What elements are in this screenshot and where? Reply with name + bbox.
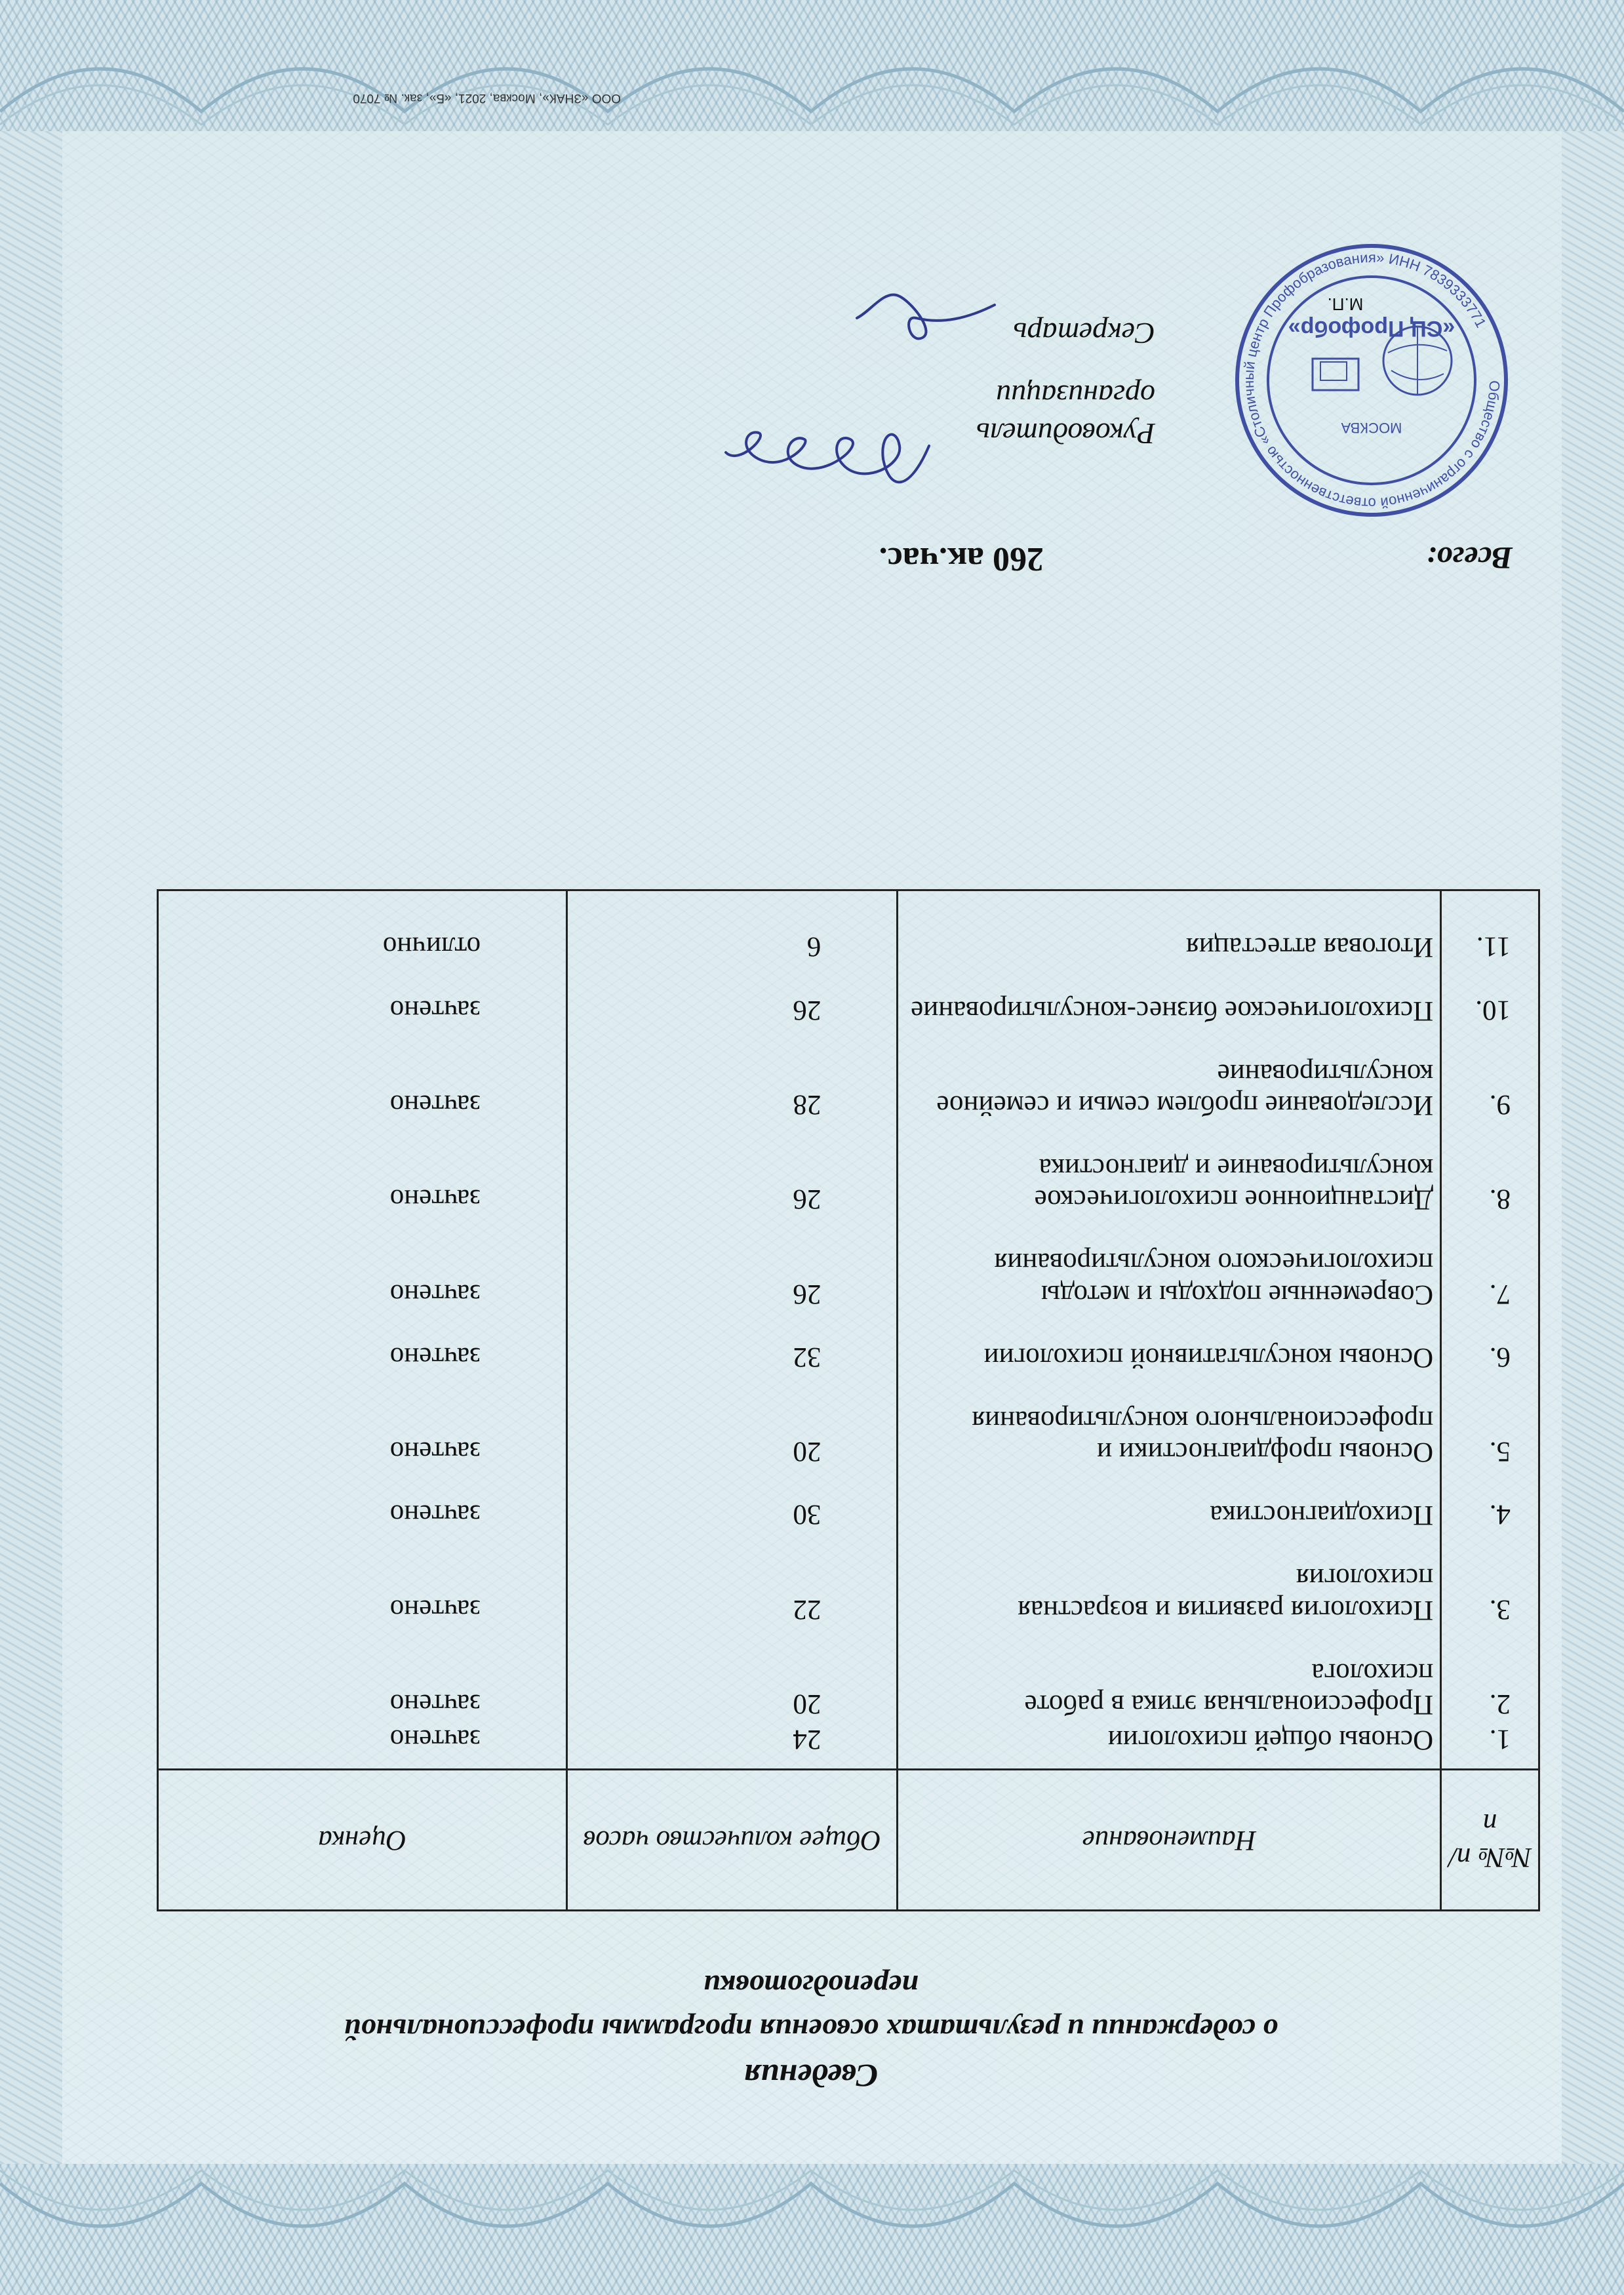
document-title: Сведения (743, 2058, 879, 2094)
ornament-band-bottom (0, 0, 1624, 131)
row-number: 11. (1441, 890, 1539, 963)
row-grade: зачтено (158, 1373, 567, 1467)
row-number: 7. (1441, 1215, 1539, 1309)
row-number: 2. (1441, 1626, 1539, 1720)
ornament-side-right (0, 131, 62, 2164)
row-number: 8. (1441, 1121, 1539, 1215)
row-grade: зачтено (158, 1467, 567, 1530)
row-grade: зачтено (158, 1026, 567, 1121)
row-grade: зачтено (158, 1720, 567, 1770)
row-number: 9. (1441, 1026, 1539, 1121)
table-row (158, 1215, 1539, 1309)
organization-seal (1227, 236, 1516, 525)
table-header-row (158, 1770, 1539, 1911)
table-row (158, 1373, 1539, 1467)
document-subtitle-line1: о содержании и результатах освоения программы профессиональной (344, 2013, 1278, 2046)
row-grade: зачтено (158, 1215, 567, 1309)
row-name: Основы профдиагностики и профессионального консультирования (898, 1373, 1441, 1467)
row-grade: зачтено (158, 1530, 567, 1625)
row-grade: зачтено (158, 1626, 567, 1720)
table-row (158, 1467, 1539, 1530)
row-hours: 20 (567, 1373, 898, 1467)
row-name: Современные подходы и методы психологического консультирования (898, 1215, 1441, 1309)
header-hours: Общее количество часов (567, 1770, 898, 1911)
row-hours: 30 (567, 1467, 898, 1530)
row-hours: 26 (567, 1215, 898, 1309)
table-row (158, 890, 1539, 963)
table-row (158, 1121, 1539, 1215)
table-row (158, 963, 1539, 1026)
row-name: Исследование проблем семьи и семейное консультирование (898, 1026, 1441, 1121)
row-hours: 32 (567, 1310, 898, 1373)
seal-stamp-mark: М.П. (1327, 294, 1364, 314)
row-grade: отлично (158, 890, 567, 963)
row-number: 1. (1441, 1720, 1539, 1770)
row-name: Психологическое бизнес-консультирование (898, 963, 1441, 1026)
row-grade: зачтено (158, 1121, 567, 1215)
row-hours: 26 (567, 963, 898, 1026)
seal-brand-text: «СЦ Профобр» (1288, 316, 1456, 341)
row-hours: 22 (567, 1530, 898, 1625)
row-name: Психодиагностика (898, 1467, 1441, 1530)
program-table (157, 890, 1540, 1912)
seal-ring-text: Общество с ограниченной ответственностью «Столичный центр Профобразования» ИНН 7839333771 (1240, 249, 1503, 512)
total-label: Всего: (1426, 540, 1513, 575)
total-value: 260 ак.час. (879, 540, 1044, 578)
row-grade: зачтено (158, 963, 567, 1026)
row-hours: 28 (567, 1026, 898, 1121)
secretary-signature-label: Секретарь (1013, 317, 1155, 350)
row-name: Основы общей психологии (898, 1720, 1441, 1770)
row-hours: 24 (567, 1720, 898, 1770)
row-number: 3. (1441, 1530, 1539, 1625)
seal-city-text: МОСКВА (1341, 420, 1402, 436)
header-number: №№ п/п (1441, 1770, 1539, 1911)
row-hours: 20 (567, 1626, 898, 1720)
row-name: Психология развития и возрастная психология (898, 1530, 1441, 1625)
row-grade: зачтено (158, 1310, 567, 1373)
row-number: 4. (1441, 1467, 1539, 1530)
ornament-band-top (0, 2164, 1624, 2295)
row-number: 10. (1441, 963, 1539, 1026)
row-name: Профессиональная этика в работе психолога (898, 1626, 1441, 1720)
row-hours: 6 (567, 890, 898, 963)
table-row (158, 1720, 1539, 1770)
head-signature-label: Руководитель организации (976, 379, 1155, 450)
row-hours: 26 (567, 1121, 898, 1215)
table-row (158, 1026, 1539, 1121)
ornament-side-left (1562, 131, 1624, 2164)
row-name: Основы консультативной психологии (898, 1310, 1441, 1373)
row-name: Дистанционное психологическое консультирование и диагностика (898, 1121, 1441, 1215)
header-name: Наименование (898, 1770, 1441, 1911)
table-row (158, 1310, 1539, 1373)
row-number: 6. (1441, 1310, 1539, 1373)
head-signature (719, 413, 936, 505)
row-number: 5. (1441, 1373, 1539, 1467)
document-subtitle-line2: переподготовки (703, 1969, 919, 2003)
row-name: Итоговая аттестация (898, 890, 1441, 963)
header-grade: Оценка (158, 1770, 567, 1911)
printer-imprint: ООО «ЗНАК», Москва, 2021, «Б», зак. № 7070 (353, 91, 621, 105)
secretary-signature (850, 285, 1001, 357)
table-row (158, 1530, 1539, 1625)
table-row (158, 1626, 1539, 1720)
